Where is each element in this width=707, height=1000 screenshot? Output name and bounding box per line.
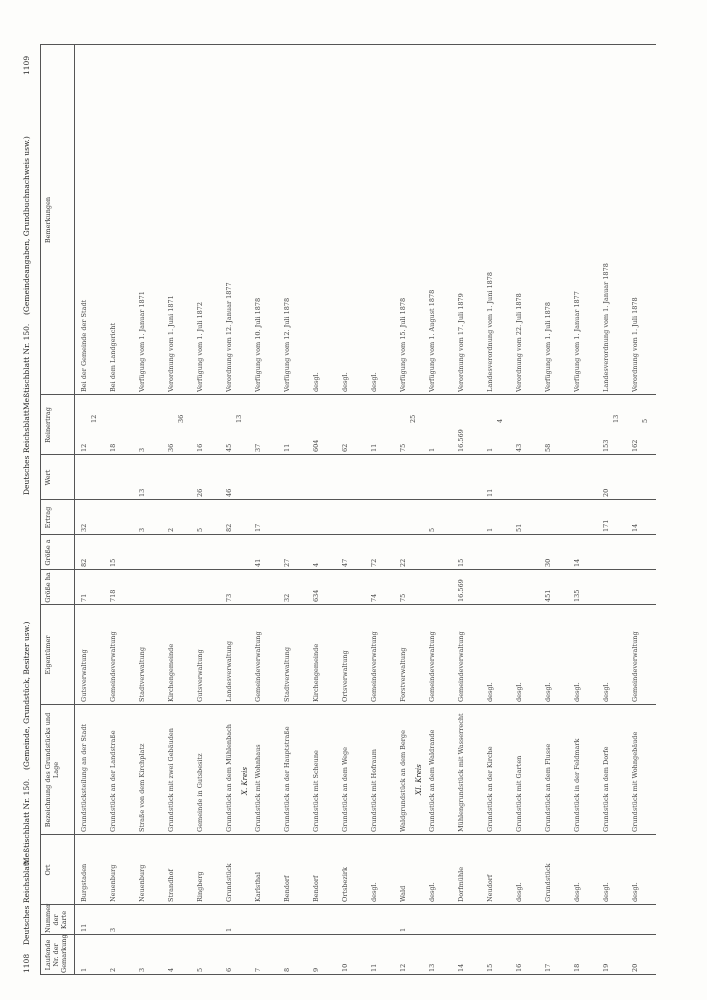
cell-ort: Neuenburg bbox=[138, 864, 146, 902]
cell-nr: 5 bbox=[196, 967, 204, 972]
cell-karte: 3 bbox=[109, 927, 117, 932]
cell-nr: 2 bbox=[109, 967, 117, 972]
cell-a: 41 bbox=[254, 558, 262, 567]
column-header: Wert bbox=[44, 469, 52, 486]
cell-bem: Bei dem Landgericht bbox=[109, 322, 117, 392]
cell-rein: 16 bbox=[196, 443, 204, 452]
table-row bbox=[598, 45, 627, 975]
cell-ertrag: 51 bbox=[515, 523, 523, 532]
cell-lage: Grundstück mit zwei Gebäuden bbox=[167, 728, 175, 832]
cell-rein2: 4 bbox=[496, 418, 504, 423]
cell-rein: 75 bbox=[399, 443, 407, 452]
cell-nr: 1 bbox=[80, 967, 88, 972]
cell-lage: Grundstück an dem Dorfe bbox=[602, 746, 610, 832]
column-header: Größe a bbox=[44, 539, 52, 566]
cell-lage: Mühlengrundstück mit Wasserrecht bbox=[457, 713, 465, 832]
table-row bbox=[221, 45, 250, 975]
cell-owner: Kirchengemeinde bbox=[167, 643, 175, 702]
table-row bbox=[366, 45, 395, 975]
cell-bem: Landesverordnung vom 1. Januar 1878 bbox=[602, 263, 610, 392]
cell-ha: 718 bbox=[109, 589, 117, 602]
cell-bem: desgl. bbox=[312, 372, 320, 392]
cell-rein: 153 bbox=[602, 439, 610, 452]
cell-nr: 8 bbox=[283, 967, 291, 972]
cell-ha: 16.569 bbox=[457, 579, 465, 602]
cell-karte: 1 bbox=[399, 927, 407, 932]
cell-lage: Grundstück mit Wohngebäude bbox=[631, 731, 639, 832]
cell-rein2: 36 bbox=[177, 414, 185, 423]
cell-ort: Grundstück bbox=[225, 863, 233, 902]
cell-bem: Verfügung vom 12. Juli 1878 bbox=[283, 297, 291, 392]
cell-a: 14 bbox=[573, 558, 581, 567]
cell-owner: Gemeindeverwaltung bbox=[370, 631, 378, 702]
cell-owner: Gemeindeverwaltung bbox=[428, 631, 436, 702]
cell-ort: desgl. bbox=[631, 882, 639, 902]
cell-nr: 9 bbox=[312, 967, 320, 972]
cell-bem: Verordnung vom 17. Juli 1879 bbox=[457, 293, 465, 392]
cell-a: 82 bbox=[80, 558, 88, 567]
cell-bem: Verfügung vom 1. Juli 1872 bbox=[196, 301, 204, 392]
cell-a: 72 bbox=[370, 558, 378, 567]
cell-lage: Grundstück mit Scheune bbox=[312, 750, 320, 832]
cell-ertrag: 17 bbox=[254, 523, 262, 532]
cell-ertrag: 82 bbox=[225, 523, 233, 532]
dfg-watermark bbox=[672, 10, 702, 990]
cell-owner: desgl. bbox=[573, 682, 581, 702]
cell-ort: desgl. bbox=[515, 882, 523, 902]
cell-owner: desgl. bbox=[515, 682, 523, 702]
right-subtitle: (Gemeindeangaben, Grundbuchnachweis usw.) bbox=[22, 136, 31, 315]
table-row bbox=[569, 45, 598, 975]
right-sheet-number: Meßtischblatt Nr. 150. bbox=[22, 323, 31, 410]
table-row bbox=[395, 45, 424, 975]
cell-ertrag: 14 bbox=[631, 523, 639, 532]
cell-ort: desgl. bbox=[428, 882, 436, 902]
right-title: Deutsches Reichsblatt bbox=[22, 410, 31, 495]
page-number-left: 1108 bbox=[22, 953, 31, 973]
cell-rein: 11 bbox=[283, 443, 291, 452]
cell-owner: desgl. bbox=[544, 682, 552, 702]
cell-owner: Gutsverwaltung bbox=[80, 649, 88, 702]
cell-rein: 45 bbox=[225, 443, 233, 452]
cell-ha: 135 bbox=[573, 589, 581, 602]
cell-bem: Verordnung vom 12. Januar 1877 bbox=[225, 282, 233, 392]
cell-ertrag: 5 bbox=[196, 527, 204, 532]
cell-bem: Verordnung vom 1. Juni 1871 bbox=[167, 295, 175, 392]
table-row bbox=[279, 45, 308, 975]
cell-nr: 14 bbox=[457, 963, 465, 972]
cell-rein: 43 bbox=[515, 443, 523, 452]
cell-ertrag: 1 bbox=[486, 527, 494, 532]
cell-nr: 20 bbox=[631, 963, 639, 972]
cell-rein: 12 bbox=[80, 443, 88, 452]
table-row bbox=[511, 45, 540, 975]
table-row bbox=[337, 45, 366, 975]
cell-lage: Grundstück mit Garten bbox=[515, 755, 523, 832]
cell-bem: Verfügung vom 15. Juli 1878 bbox=[399, 297, 407, 392]
table-row bbox=[192, 45, 221, 975]
cell-a: 22 bbox=[399, 558, 407, 567]
table-row bbox=[308, 45, 337, 975]
column-header: Ertrag bbox=[44, 506, 52, 529]
cell-bem: Verfügung vom 1. Januar 1877 bbox=[573, 291, 581, 392]
cell-lage: Grundstück an dem Mühlenbach bbox=[225, 724, 233, 832]
cell-rein2: 13 bbox=[612, 414, 620, 423]
cell-nr: 12 bbox=[399, 963, 407, 972]
cell-lage: Grundstück mit Hofraum bbox=[370, 749, 378, 832]
page-header bbox=[18, 45, 40, 975]
cell-ort: Neuenburg bbox=[109, 864, 117, 902]
cell-lage: Grundstück an dem Wege bbox=[341, 747, 349, 832]
cell-bem: desgl. bbox=[370, 372, 378, 392]
cell-a: 4 bbox=[312, 562, 320, 567]
table-row bbox=[134, 45, 163, 975]
section-heading: XI. Kreis bbox=[415, 764, 423, 795]
cell-ha: 32 bbox=[283, 593, 291, 602]
header-rule bbox=[74, 45, 75, 975]
cell-ort: Ringberg bbox=[196, 871, 204, 902]
cell-ertrag: 2 bbox=[167, 527, 175, 532]
cell-nr: 13 bbox=[428, 963, 436, 972]
cell-ort: desgl. bbox=[370, 882, 378, 902]
cell-bem: desgl. bbox=[341, 372, 349, 392]
cell-owner: Ortsverwaltung bbox=[341, 650, 349, 702]
table-row bbox=[163, 45, 192, 975]
cell-nr: 7 bbox=[254, 967, 262, 972]
header-rule bbox=[40, 45, 41, 975]
table-row bbox=[453, 45, 482, 975]
cell-ha: 75 bbox=[399, 593, 407, 602]
cell-owner: Gutsverwaltung bbox=[196, 649, 204, 702]
cell-owner: Gemeindeverwaltung bbox=[457, 631, 465, 702]
cell-wert: 20 bbox=[602, 488, 610, 497]
cell-rein: 58 bbox=[544, 443, 552, 452]
cell-nr: 4 bbox=[167, 967, 175, 972]
table-row bbox=[627, 45, 656, 975]
cell-ort: Grundstück bbox=[544, 863, 552, 902]
cell-rein: 3 bbox=[138, 447, 146, 452]
cell-rein: 37 bbox=[254, 443, 262, 452]
column-header: Bezeichnung des Grundstücks und Lage bbox=[44, 712, 60, 828]
cell-lage: Straße von dem Kirchplatz bbox=[138, 743, 146, 832]
cell-bem: Verfügung vom 10. Juli 1878 bbox=[254, 297, 262, 392]
table-row bbox=[250, 45, 279, 975]
page-number-right: 1109 bbox=[22, 55, 31, 75]
cell-rein2: 5 bbox=[641, 418, 649, 423]
cell-bem: Verordnung vom 1. Juli 1878 bbox=[631, 297, 639, 392]
cell-rein: 1 bbox=[428, 447, 436, 452]
cell-ort: Karlsthal bbox=[254, 871, 262, 902]
column-header: Ort bbox=[44, 864, 52, 876]
cell-ertrag: 3 bbox=[138, 527, 146, 532]
cell-owner: desgl. bbox=[602, 682, 610, 702]
cell-bem: Verfügung vom 1. Januar 1871 bbox=[138, 291, 146, 392]
cell-lage: Grundstück an dem Flusse bbox=[544, 743, 552, 832]
cell-lage: Grundstück in der Feldmark bbox=[573, 738, 581, 832]
cell-wert: 13 bbox=[138, 488, 146, 497]
cell-lage: Grundstücksteilung an der Stadt bbox=[80, 723, 88, 832]
cell-a: 15 bbox=[457, 558, 465, 567]
cell-owner: Kirchengemeinde bbox=[312, 643, 320, 702]
cell-owner: Gemeindeverwaltung bbox=[109, 631, 117, 702]
cell-nr: 18 bbox=[573, 963, 581, 972]
cell-rein2: 25 bbox=[409, 414, 417, 423]
cell-lage: Grundstück an der Hauptstraße bbox=[283, 726, 291, 832]
cell-a: 47 bbox=[341, 558, 349, 567]
cell-bem: Verfügung vom 1. Juli 1878 bbox=[544, 301, 552, 392]
cell-rein: 16.569 bbox=[457, 429, 465, 452]
table-row bbox=[76, 45, 105, 975]
cell-bem: Verordnung vom 22. Juli 1878 bbox=[515, 293, 523, 392]
cell-ha: 71 bbox=[80, 593, 88, 602]
cell-ort: Bendorf bbox=[312, 875, 320, 902]
column-header: Bemerkungen bbox=[44, 196, 52, 244]
column-header: Eigentümer bbox=[44, 635, 52, 675]
cell-nr: 6 bbox=[225, 967, 233, 972]
left-subtitle: (Gemeinde, Grundstück, Besitzer usw.) bbox=[22, 621, 31, 770]
cell-rein2: 13 bbox=[235, 414, 243, 423]
cell-ertrag: 32 bbox=[80, 523, 88, 532]
column-header: Größe ha bbox=[44, 572, 52, 603]
cell-rein: 62 bbox=[341, 443, 349, 452]
cell-wert: 11 bbox=[486, 488, 494, 497]
cell-lage: Grundstück an der Kirche bbox=[486, 746, 494, 832]
cell-lage: Waldgrundstück an dem Berge bbox=[399, 730, 407, 832]
cell-bem: Bei der Gemeinde der Stadt bbox=[80, 299, 88, 392]
rotated-table-sheet bbox=[18, 45, 678, 975]
table-row bbox=[540, 45, 569, 975]
cell-ort: desgl. bbox=[602, 882, 610, 902]
cell-rein: 18 bbox=[109, 443, 117, 452]
cell-nr: 3 bbox=[138, 967, 146, 972]
cell-rein: 604 bbox=[312, 439, 320, 452]
cell-nr: 19 bbox=[602, 963, 610, 972]
cell-rein2: 12 bbox=[90, 414, 98, 423]
cell-ertrag: 171 bbox=[602, 519, 610, 532]
cell-rein: 11 bbox=[370, 443, 378, 452]
cell-bem: Verfügung vom 1. August 1878 bbox=[428, 289, 436, 392]
cell-wert: 26 bbox=[196, 488, 204, 497]
cell-nr: 15 bbox=[486, 963, 494, 972]
section-heading: X. Kreis bbox=[241, 767, 249, 795]
cell-rein: 162 bbox=[631, 439, 639, 452]
cell-rein: 1 bbox=[486, 447, 494, 452]
cell-lage: Grundstück an dem Waldrande bbox=[428, 729, 436, 832]
cell-a: 15 bbox=[109, 558, 117, 567]
cell-owner: Stadtverwaltung bbox=[138, 646, 146, 702]
cell-karte: 11 bbox=[80, 923, 88, 932]
cell-ort: Neudorf bbox=[486, 874, 494, 902]
cell-ertrag: 5 bbox=[428, 527, 436, 532]
left-title: Deutsches Reichsblatt bbox=[22, 860, 31, 945]
table-row bbox=[424, 45, 453, 975]
cell-ha: 451 bbox=[544, 589, 552, 602]
cell-a: 27 bbox=[283, 558, 291, 567]
cell-rein: 36 bbox=[167, 443, 175, 452]
cell-owner: Landesverwaltung bbox=[225, 640, 233, 702]
cell-ort: Strandhof bbox=[167, 869, 175, 902]
cell-nr: 16 bbox=[515, 963, 523, 972]
cell-ha: 634 bbox=[312, 589, 320, 602]
cell-ha: 74 bbox=[370, 593, 378, 602]
column-header: Nummer der Karte bbox=[44, 903, 68, 933]
column-header: Reinertrag bbox=[44, 407, 52, 443]
column-header: Laufende Nr. der Gemarkung bbox=[44, 934, 68, 973]
table-row bbox=[482, 45, 511, 975]
cell-a: 30 bbox=[544, 558, 552, 567]
table-row bbox=[105, 45, 134, 975]
cell-ort: Dorfmühle bbox=[457, 866, 465, 902]
cell-ha: 73 bbox=[225, 593, 233, 602]
cell-ort: desgl. bbox=[573, 882, 581, 902]
cell-karte: 1 bbox=[225, 927, 233, 932]
cell-owner: Gemeindeverwaltung bbox=[254, 631, 262, 702]
cell-owner: Forstverwaltung bbox=[399, 647, 407, 702]
cell-owner: Gemeindeverwaltung bbox=[631, 631, 639, 702]
cell-nr: 17 bbox=[544, 963, 552, 972]
cell-owner: Stadtverwaltung bbox=[283, 646, 291, 702]
cell-ort: Bendorf bbox=[283, 875, 291, 902]
cell-nr: 10 bbox=[341, 963, 349, 972]
left-sheet-number: Meßtischblatt Nr. 150. bbox=[22, 778, 31, 865]
cell-ort: Wald bbox=[399, 885, 407, 902]
cell-ort: Burgstaden bbox=[80, 863, 88, 902]
cell-nr: 11 bbox=[370, 963, 378, 972]
cell-lage: Grundstück an der Landstraße bbox=[109, 730, 117, 832]
cell-lage: Gemeinde in Gutsbesitz bbox=[196, 753, 204, 832]
cell-ort: Ortsbezirk bbox=[341, 867, 349, 902]
cell-lage: Grundstück mit Wohnhaus bbox=[254, 744, 262, 832]
cell-wert: 46 bbox=[225, 488, 233, 497]
cell-bem: Landesverordnung vom 1. Juni 1878 bbox=[486, 271, 494, 392]
cell-owner: desgl. bbox=[486, 682, 494, 702]
